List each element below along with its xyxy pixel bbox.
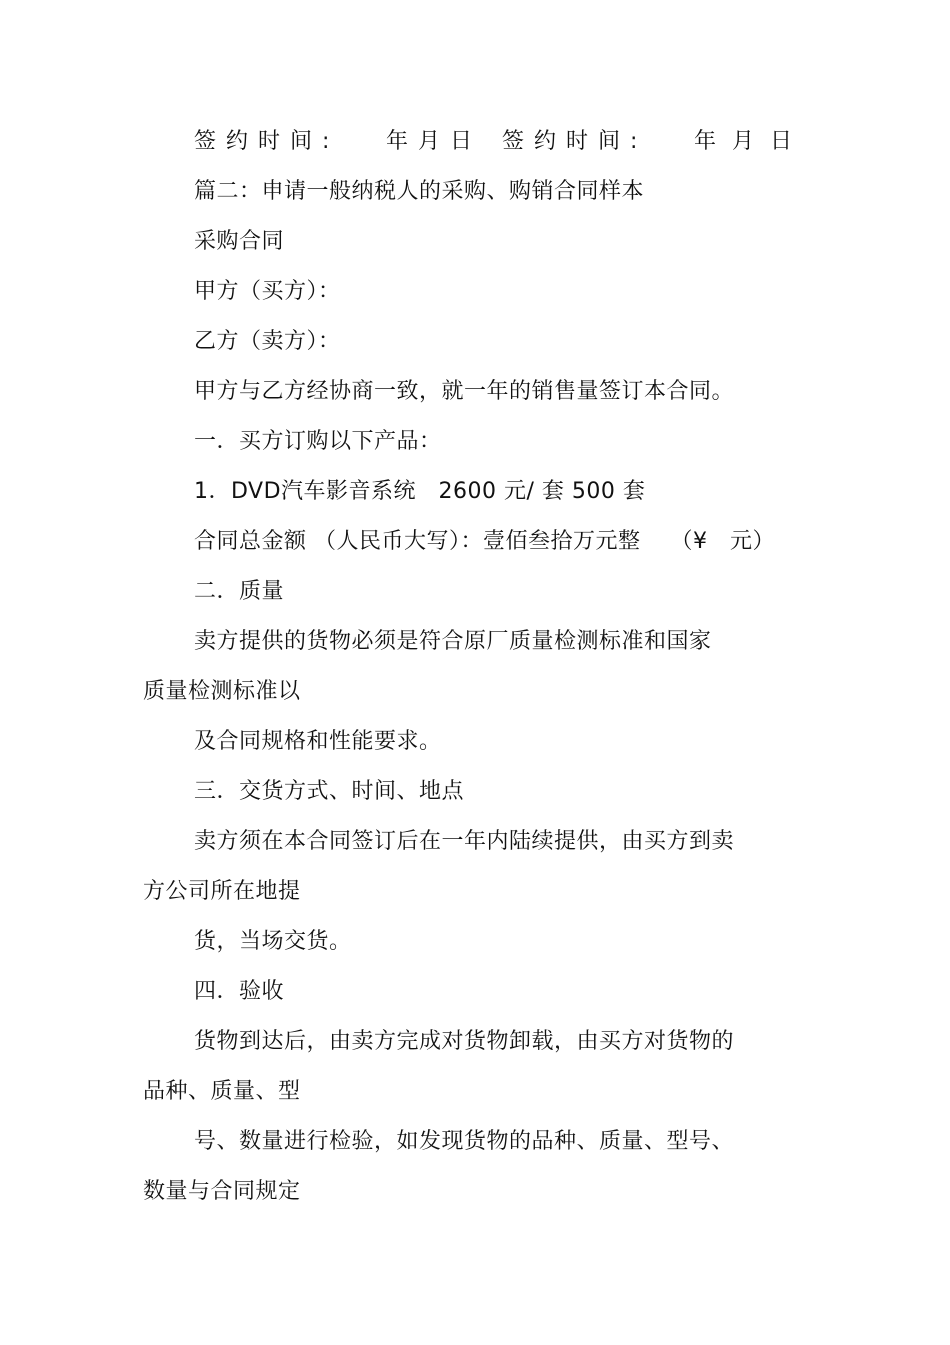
- inspection-text-2: 品种、质量、型: [143, 1079, 301, 1104]
- clause-1-heading: 一．买方订购以下产品：: [194, 429, 442, 454]
- quality-text-1: 卖方提供的货物必须是符合原厂质量检测标准和国家: [194, 629, 712, 654]
- clause-3-heading: 三．交货方式、时间、地点: [194, 779, 465, 804]
- agreement-statement: 甲方与乙方经协商一致，就一年的销售量签订本合同。: [194, 379, 735, 404]
- party-a-line: 甲方（买方）：: [194, 279, 341, 304]
- signing-time-label-right: 签约时间:: [502, 129, 648, 154]
- inspection-text-1: 货物到达后，由卖方完成对货物卸载，由买方对货物的: [194, 1029, 735, 1054]
- clause-2-heading: 二．质量: [194, 579, 285, 604]
- signing-time-label-left: 签约时间:: [194, 129, 340, 154]
- party-b-line: 乙方（卖方）：: [194, 329, 341, 354]
- delivery-text-3: 货，当场交货。: [194, 929, 352, 954]
- total-amount-line: 合同总金额 （人民币大写）：壹佰叁拾万元整 （¥ 元）: [194, 529, 775, 554]
- quality-text-3: 及合同规格和性能要求。: [194, 729, 442, 754]
- delivery-text-2: 方公司所在地提: [143, 879, 301, 904]
- delivery-text-1: 卖方须在本合同签订后在一年内陆续提供，由买方到卖: [194, 829, 735, 854]
- signing-date-right: 年月日: [694, 129, 809, 154]
- product-line: 1．DVD汽车影音系统 2600 元/ 套 500 套: [194, 479, 646, 504]
- document-title: 采购合同: [194, 229, 285, 254]
- inspection-text-4: 数量与合同规定: [143, 1179, 301, 1204]
- inspection-text-3: 号、数量进行检验，如发现货物的品种、质量、型号、: [194, 1129, 735, 1154]
- section-heading: 篇二：申请一般纳税人的采购、购销合同样本: [194, 179, 645, 204]
- signing-date-left: 年月日: [386, 129, 483, 154]
- clause-4-heading: 四．验收: [194, 979, 285, 1004]
- quality-text-2: 质量检测标准以: [143, 679, 301, 704]
